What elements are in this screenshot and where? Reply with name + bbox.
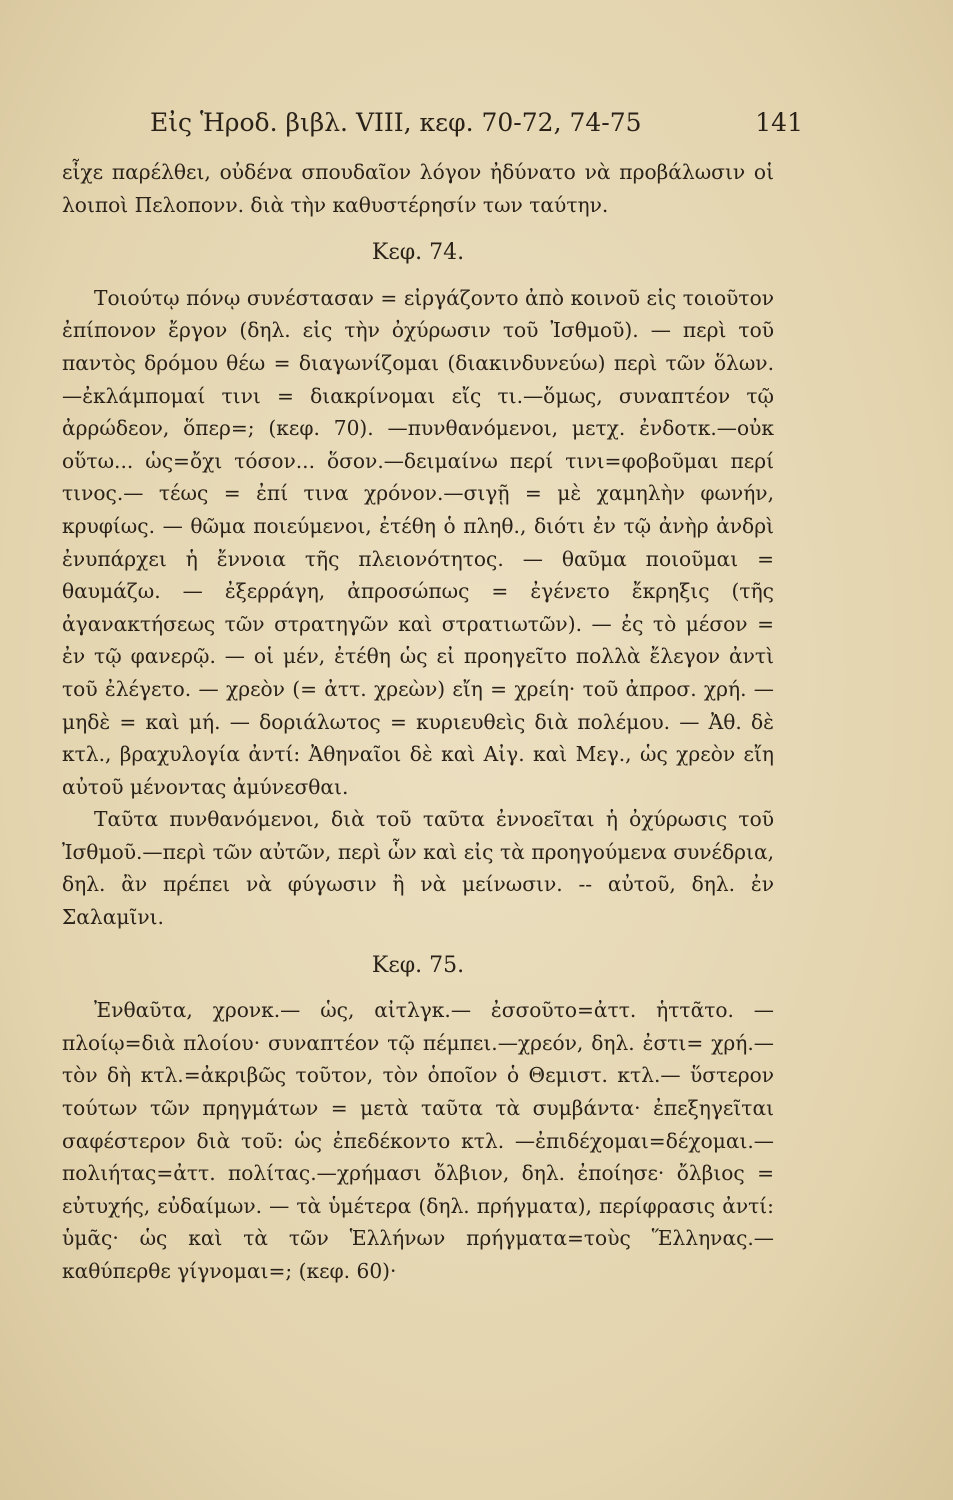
page-number: 141 xyxy=(755,108,803,137)
paragraph-commentary-74b: Ταῦτα πυνθανόμενοι, διὰ τοῦ ταῦτα ἐννοεῖται ἡ ὀχύρωσις τοῦ Ἰσθμοῦ.—περὶ τῶν αὐτῶν, περὶ ὧν καὶ εἰς τὰ προηγούμενα συνέδρια, δηλ. ἂν πρέπει νὰ φύγωσιν ἢ νὰ μείνωσιν. -- αὐτοῦ, δηλ. ἐν Σαλαμῖνι. xyxy=(62,807,774,930)
running-title: Εἰς Ἡροδ. βιβλ. VIII, κεφ. 70-72, 74-75 xyxy=(150,108,642,137)
chapter-heading-75: Κεφ. 75. xyxy=(371,952,465,978)
chapter-heading-74: Κεφ. 74. xyxy=(371,240,465,266)
paragraph-commentary-75: Ἐνθαῦτα, χρονκ.— ὡς, αἰτλγκ.— ἐσσοῦτο=ἀττ. ἡττᾶτο. — πλοίῳ=διὰ πλοίου· συναπτέον τῷ πέμπει.—χρεόν, δηλ. ἐστι= χρή.—τὸν δὴ κτλ.=ἀκριβῶς τοῦτον, τὸν ὁποῖον ὁ Θεμιστ. κτλ.— ὕστερον τούτων τῶν πρηγμάτων = μετὰ ταῦτα τὰ συμβάντα· ἐπεξηγεῖται σαφέστερον διὰ τοῦ: ὡς ἐπεδέκοντο κτλ. —ἐπιδέχομαι=δέχομαι.—πολιήτας=ἀττ. πολίτας.—χρήμασι ὄλβιον, δηλ. ἐποίησε· ὄλβιος = εὐτυχής, εὐδαίμων. — τὰ ὑμέτερα (δηλ. πρήγματα), περίφρασις ἀντί: ὑμᾶς· ὡς καὶ τὰ τῶν Ἑλλήνων πρήγματα=τοὺς Ἕλληνας.—καθύπερθε γίγνομαι=; (κεφ. 60)· xyxy=(62,998,774,1283)
body-text xyxy=(62,156,774,1288)
paragraph-continuation: εἶχε παρέλθει, οὐδένα σπουδαῖον λόγον ἠδύνατο νὰ προβάλωσιν οἱ λοιποὶ Πελοπονν. διὰ τὴν καθυστέρησίν των ταύτην. xyxy=(62,160,774,217)
page-header xyxy=(150,108,803,137)
paragraph-commentary-74: Τοιούτῳ πόνῳ συνέστασαν = εἰργάζοντο ἀπὸ κοινοῦ εἰς τοιοῦτον ἐπίπονον ἔργον (δηλ. εἰς τὴν ὀχύρωσιν τοῦ Ἰσθμοῦ). — περὶ τοῦ παντὸς δρόμου θέω = διαγωνίζομαι (διακινδυνεύω) περὶ τῶν ὅλων.—ἐκλάμπομαί τινι = διακρίνομαι εἴς τι.—ὅμως, συναπτέον τῷ ἀρρώδεον, ὅπερ=; (κεφ. 70). —πυνθανόμενοι, μετχ. ἐνδοτκ.—οὐκ οὕτω... ὡς=ὄχι τόσον... ὅσον.—δειμαίνω περί τινι=φοβοῦμαι περί τινος.— τέως = ἐπί τινα χρόνον.—σιγῇ = μὲ χαμηλὴν φωνήν, κρυφίως. — θῶμα ποιεύμενοι, ἐτέθη ὁ πληθ., διότι ἐν τῷ ἀνὴρ ἀνδρὶ ἐνυπάρχει ἡ ἔννοια τῆς πλειονότητος. — θαῦμα ποιοῦμαι = θαυμάζω. — ἐξερράγη, ἀπροσώπως = ἐγένετο ἔκρηξις (τῆς ἀγανακτήσεως τῶν στρατηγῶν καὶ στρατιωτῶν). — ἐς τὸ μέσον = ἐν τῷ φανερῷ. — οἱ μέν, ἐτέθη ὡς εἰ προηγεῖτο πολλὰ ἔλεγον ἀντὶ τοῦ ἐλέγετο. — χρεὸν (= ἀττ. χρεὼν) εἴη = χρείη· τοῦ ἀπροσ. χρή. — μηδὲ = καὶ μή. — δοριάλωτος = κυριευθεὶς διὰ πολέμου. — Ἀθ. δὲ κτλ., βραχυλογία ἀντί: Ἀθηναῖοι δὲ καὶ Αἰγ. καὶ Μεγ., ὡς χρεὸν εἴη αὐτοῦ μένοντας ἀμύνεσθαι. xyxy=(62,285,774,799)
